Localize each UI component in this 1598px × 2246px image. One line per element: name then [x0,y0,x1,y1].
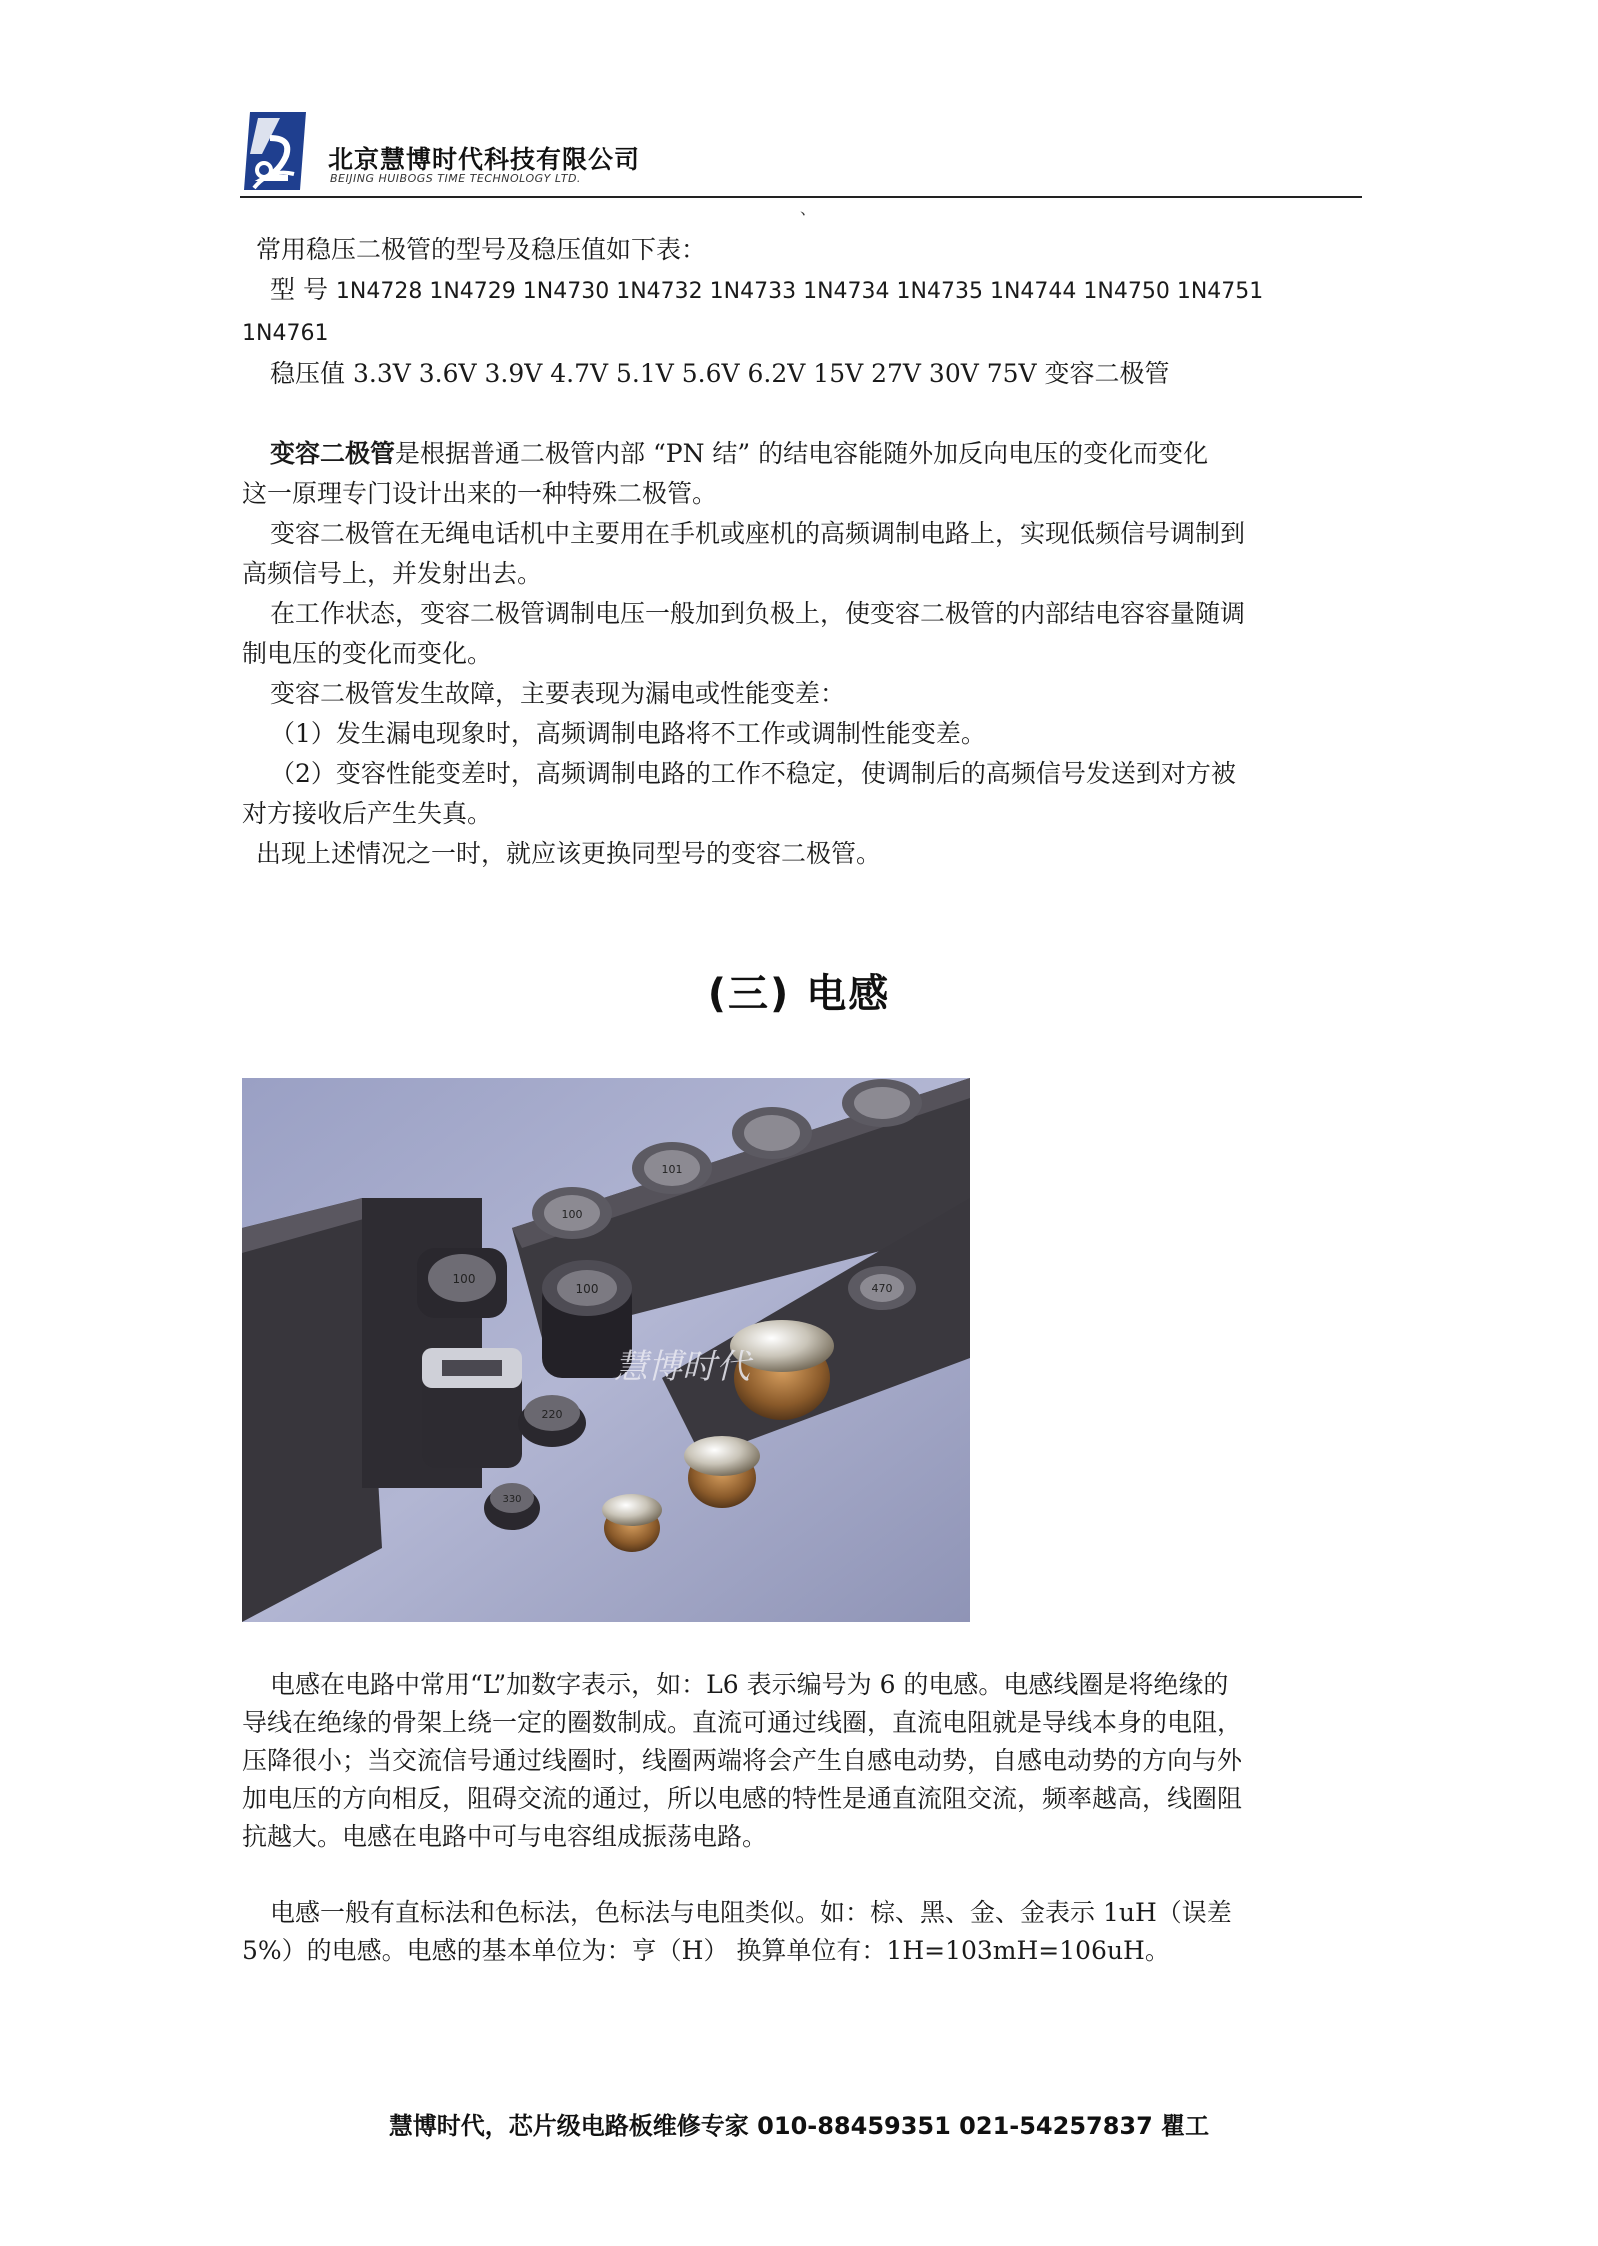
zener-models-row-cont [242,312,1364,354]
photo-watermark: 慧博时代 [614,1347,750,1387]
varactor-definition: 变容二极管是根据普通二极管内部 “PN 结” 的结电容能随外加反向电压的变化而变化 [270,439,1209,468]
section-title: (三) 电感 [707,971,891,1017]
inductor-marking: 101 [661,1163,683,1176]
fault-item-2-cont: 对方接收后产生失真。 [242,799,493,828]
inductor-p1-l2: 导线在绝缘的骨架上绕一定的圈数制成。直流可通过线圈，直流电阻就是导线本身的电阻， [242,1708,1243,1737]
page-header [240,108,1362,198]
inductor-p1-l3: 压降很小；当交流信号通过线圈时，线圈两端将会产生自感电动势，自感电动势的方向与外 [242,1746,1243,1775]
varactor-definition-cont: 这一原理专门设计出来的一种特殊二极管。 [242,479,718,508]
company-name-en: BEIJING HUIBOGS TIME TECHNOLOGY LTD. [330,172,581,185]
fault-item-1: （1）发生漏电现象时，高频调制电路将不工作或调制性能变差。 [270,719,986,748]
company-name-cn: 北京慧博时代科技有限公司 [328,145,641,174]
zener-intro: 常用稳压二极管的型号及稳压值如下表： [256,235,707,264]
inductor-photo [242,1078,970,1622]
fault-item-2: （2）变容性能变差时，高频调制电路的工作不稳定，使调制后的高频信号发送到对方被 [270,759,1236,788]
stray-mark: 、 [800,199,817,218]
inductor-p2-l2: 5%）的电感。电感的基本单位为：亨（H） 换算单位有：1H=103mH=106uH。 [242,1936,1170,1965]
inductor-marking: 100 [452,1272,476,1286]
inductor-marking: 220 [541,1408,563,1421]
inductor-p1-l5: 抗越大。电感在电路中可与电容组成振荡电路。 [242,1822,768,1851]
varactor-working: 在工作状态，变容二极管调制电压一般加到负极上，使变容二极管的内部结电容容量随调 [270,599,1246,628]
voltage-label: 稳压值 [270,359,346,388]
inductor-content [242,1666,1364,1970]
varactor-conclusion: 出现上述情况之一时，就应该更换同型号的变容二极管。 [256,839,882,868]
inductor-marking: 330 [502,1494,522,1505]
varactor-term: 变容二极管 [270,439,396,468]
model-label: 型 号 [270,275,328,304]
voltage-trailing: 变容二极管 [1044,359,1170,388]
inductor-marking: 470 [871,1282,893,1295]
voltage-values: 3.3V 3.6V 3.9V 4.7V 5.1V 5.6V 6.2V 15V 27V 30V 75V [352,359,1037,388]
varactor-faults: 变容二极管发生故障，主要表现为漏电或性能变差： [270,679,846,708]
varactor-working-cont: 制电压的变化而变化。 [242,639,493,668]
inductor-p2: 电感一般有直标法和色标法，色标法与电阻类似。如：棕、黑、金、金表示 1uH（误差 [270,1898,1232,1927]
varactor-usage-cont: 高频信号上，并发射出去。 [242,559,543,588]
inductor-p1-l4: 加电压的方向相反，阻碍交流的通过，所以电感的特性是通直流阻交流，频率越高，线圈阻 [242,1784,1243,1813]
zener-models-row [242,270,1364,312]
zener-voltage-row [242,354,1364,394]
inductor-marking: 100 [575,1282,599,1296]
model-values: 1N4728 1N4729 1N4730 1N4732 1N4733 1N4734 1N4735 1N4744 1N4750 1N4751 [335,279,1264,304]
company-logo-icon [240,108,310,194]
model-values-cont: 1N4761 [242,321,329,346]
page-footer: 慧博时代，芯片级电路板维修专家 010-88459351 021-54257837 瞿工 [388,2112,1210,2140]
varactor-usage: 变容二极管在无绳电话机中主要用在手机或座机的高频调制电路上，实现低频信号调制到 [270,519,1246,548]
main-content [242,230,1364,874]
inductor-marking: 100 [561,1208,583,1221]
inductor-p1: 电感在电路中常用“L”加数字表示，如：L6 表示编号为 6 的电感。电感线圈是将绝缘的 [270,1670,1229,1699]
